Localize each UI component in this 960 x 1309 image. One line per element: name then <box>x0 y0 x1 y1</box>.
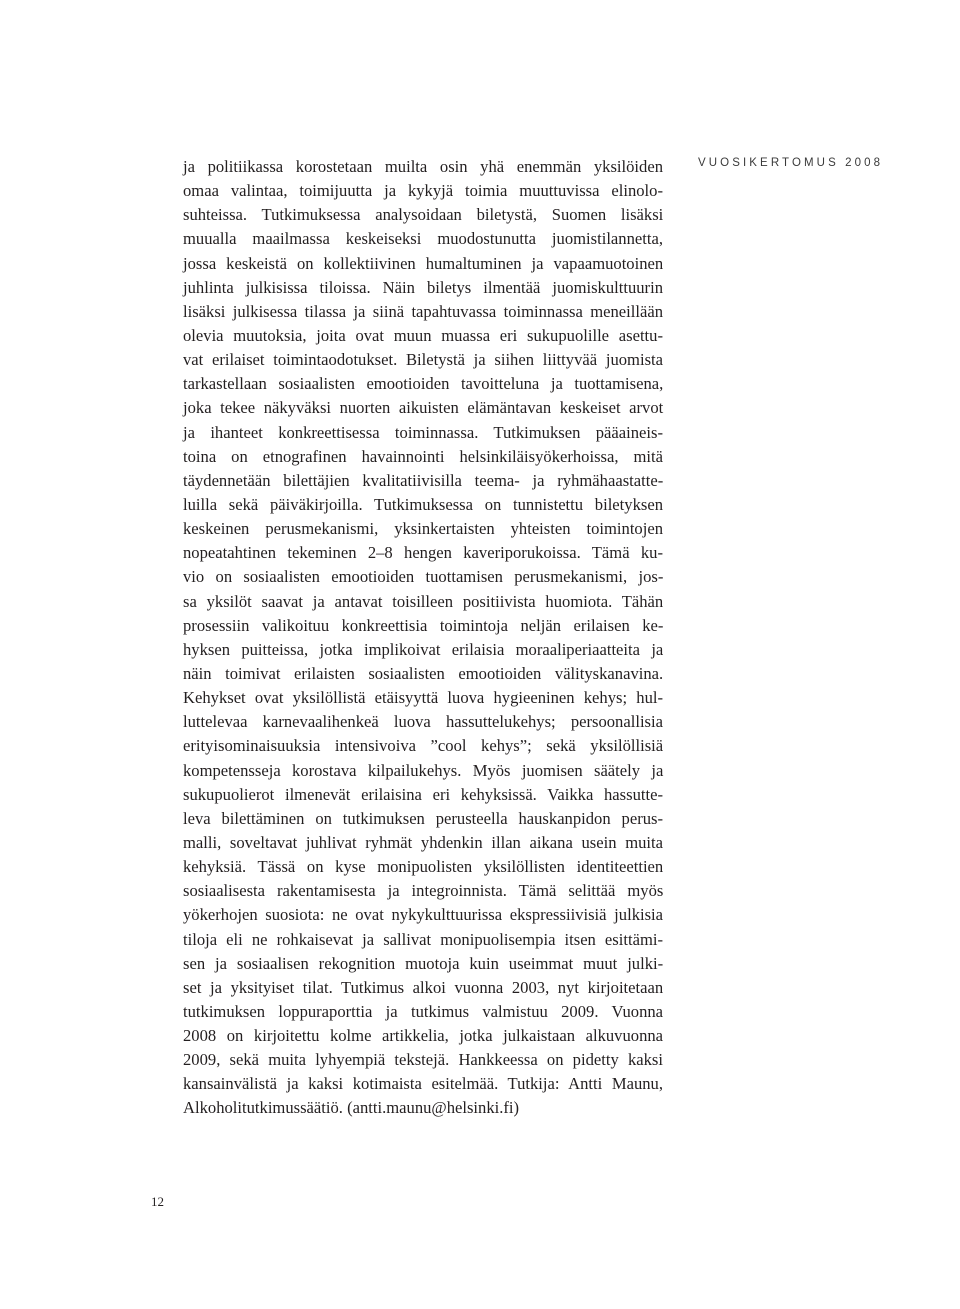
text-line: vio on sosiaalisten emootioiden tuottamisen perusmekanismi, jos- <box>183 567 664 587</box>
text-line: toina on etnografinen havainnointi helsinkiläisyökerhoissa, mitä <box>183 446 663 466</box>
text-line: yökerhojen suosiota: ne ovat nykykulttuurissa ekspressiivisiä julkisia <box>183 905 664 925</box>
text-line: jossa keskeistä on kollektiivinen humaltuminen ja vapaamuotoinen <box>183 253 664 273</box>
text-line: kehyksiä. Tässä on kyse monipuolisten yksilöllisten identiteettien <box>183 857 664 877</box>
text-line: suhteissa. Tutkimuksessa analysoidaan biletystä, Suomen lisäksi <box>183 205 664 225</box>
text-line: kompetensseja korostava kilpailukehys. Myös juomisen säätely ja <box>183 760 664 780</box>
text-line: omaa valintaa, toimijuutta ja kykyjä toimia muuttuvissa elinolo- <box>183 181 663 201</box>
text-line: kansainvälistä ja kaksi kotimaista esitelmää. Tutkija: Antti Maunu, <box>183 1074 663 1094</box>
text-line: olevia muutoksia, joita ovat muun muassa eri sukupuolille asettu- <box>183 325 663 345</box>
text-line: sukupuolierot ilmenevät erilaisina eri kehyksissä. Vaikka hassutte- <box>183 784 663 804</box>
text-line: hyksen puitteissa, jotka implikoivat erilaisia moraaliperiaatteita ja <box>183 639 664 659</box>
text-line: 2008 on kirjoitettu kolme artikkelia, jotka julkaistaan alkuvuonna <box>183 1026 664 1046</box>
text-line: tarkastellaan sosiaalisten emootioiden tavoitteluna ja tuottamisena, <box>183 374 664 394</box>
text-line: prosessiin valikoituu konkreettisia toimintoja neljän erilaisen ke- <box>183 615 664 635</box>
text-line: nopeatahtinen tekeminen 2–8 hengen kaveriporukoissa. Tämä ku- <box>183 543 663 563</box>
text-line: set ja yksityiset tilat. Tutkimus alkoi vuonna 2003, nyt kirjoitetaan <box>183 977 664 997</box>
text-line: sosiaalisesta rakentamisesta ja integroinnista. Tämä selittää myös <box>183 881 664 901</box>
text-line: Alkoholitutkimussäätiö. (antti.maunu@helsinki.fi) <box>183 1098 520 1118</box>
running-header: VUOSIKERTOMUS 2008 <box>698 157 884 169</box>
text-line: ja ihanteet konkreettisessa toiminnassa. Tutkimuksen pääaineis- <box>183 422 663 442</box>
text-line: sen ja sosiaalisen rekognition muotoja kuin useimmat muut julki- <box>183 953 664 973</box>
text-line: vat erilaiset toimintaodotukset. Biletystä ja siihen liittyvää juomista <box>183 350 663 370</box>
text-line: lisäksi julkisessa tilassa ja siinä tapahtuvassa toiminnassa meneillään <box>183 301 663 321</box>
text-line: leva bilettäminen on tutkimuksen perusteella hauskanpidon perus- <box>183 808 663 828</box>
page-number: 12 <box>151 1194 164 1209</box>
text-line: luilla sekä päiväkirjoilla. Tutkimuksessa on tunnistettu biletyksen <box>183 494 663 514</box>
text-line: luttelevaa karnevaalihenkeä luova hassuttelukehys; persoonallisia <box>183 712 663 732</box>
text-line: erityisominaisuuksia intensivoiva ”cool kehys”; sekä yksilöllisiä <box>183 736 664 756</box>
text-line: sa yksilöt saavat ja antavat toisilleen positiivista huomiota. Tähän <box>183 591 664 611</box>
text-line: tutkimuksen loppuraporttia ja tutkimus valmistuu 2009. Vuonna <box>183 1001 664 1021</box>
text-line: ja politiikassa korostetaan muilta osin yhä enemmän yksilöiden <box>183 157 663 176</box>
text-line: täydennetään bilettäjien kvalitatiivisilla teema- ja ryhmähaastatte- <box>183 470 664 490</box>
body-paragraph <box>183 155 663 1121</box>
text-line: 2009, sekä muita lyhyempiä tekstejä. Hankkeessa on pidetty kaksi <box>183 1050 663 1070</box>
text-line: keskeinen perusmekanismi, yksinkertaisten yhteisten toimintojen <box>183 519 663 539</box>
text-line: tiloja eli ne rohkaisevat ja sallivat monipuolisempia itsen esittämi- <box>183 929 663 949</box>
text-line: näin toimivat erilaisten sosiaalisten emootioiden välityskanavina. <box>183 663 664 683</box>
text-line: Kehykset ovat yksilöllistä etäisyyttä luova hygieeninen kehys; hul- <box>183 688 663 708</box>
text-line: joka tekee näkyväksi nuorten aikuisten elämäntavan keskeiset arvot <box>183 398 664 418</box>
text-line: juhlinta julkisissa tiloissa. Näin biletys ilmentää juomiskulttuurin <box>183 277 663 297</box>
text-line: malli, soveltavat juhlivat ryhmät yhdenkin illan aikana usein muita <box>183 832 663 852</box>
text-line: muualla maailmassa keskeiseksi muodostunutta juomistilannetta, <box>183 229 663 249</box>
